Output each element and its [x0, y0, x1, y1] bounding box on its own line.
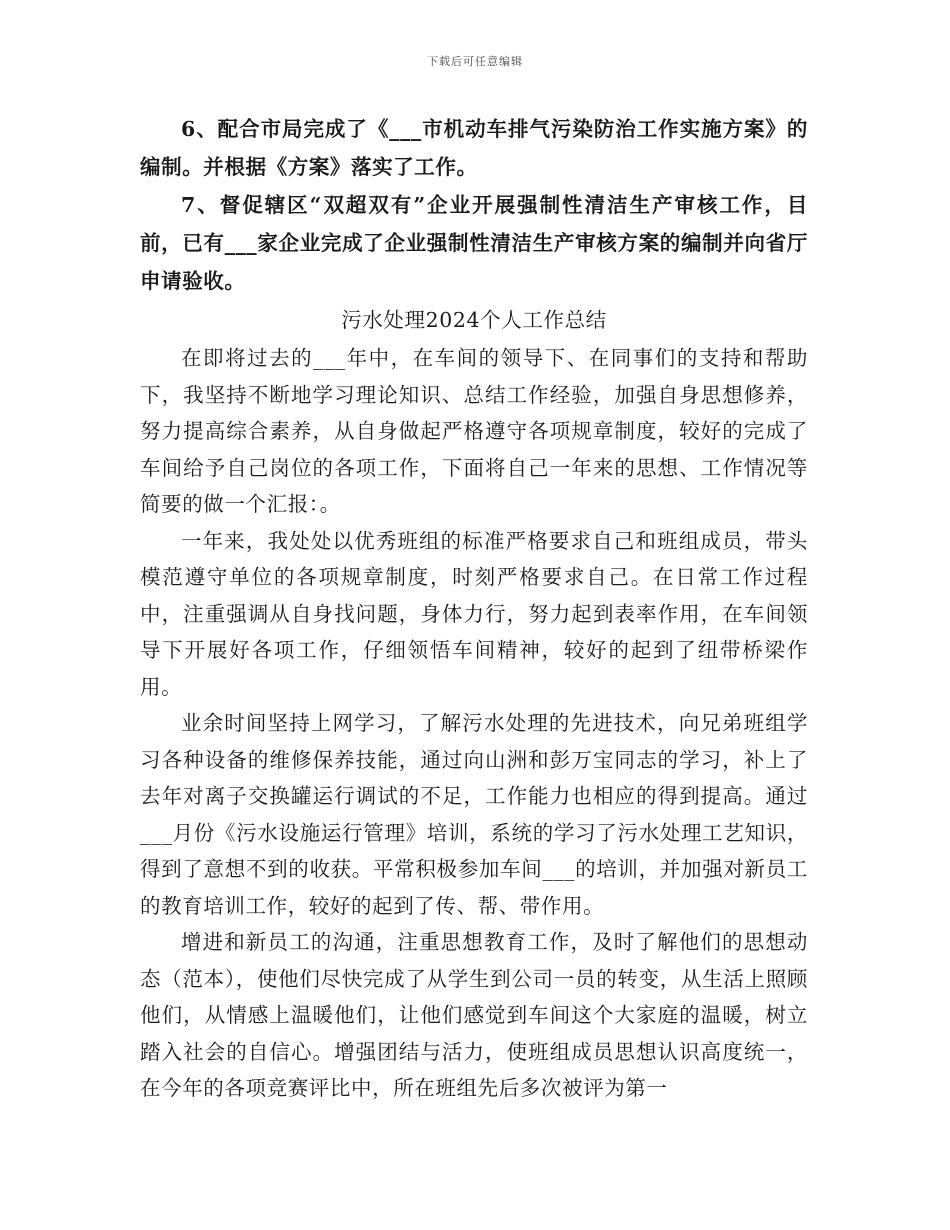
paragraph-learning: 业余时间坚持上网学习，了解污水处理的先进技术，向兄弟班组学习各种设备的维修保养技能，通过向山洲和彭万宝同志的学习，补上了去年对离子交换罐运行调试的不足，工作能力也相应的得到提高。通过___月份《污水设施运行管理》培训，系统的学习了污水处理工艺知识，得到了意想不到的收获。平常积极参加车间___的培训，并加强对新员工的教育培训工作，较好的起到了传、帮、带作用。 — [140, 711, 808, 918]
document-body — [140, 110, 808, 1107]
list-item-7: 7、督促辖区“双超双有”企业开展强制性清洁生产审核工作，目前，已有___家企业完成了企业强制性清洁生产审核方案的编制并向省厅申请验收。 — [140, 193, 808, 293]
header-note: 下载后可任意编辑 — [427, 55, 523, 68]
paragraph-communication: 增进和新员工的沟通，注重思想教育工作，及时了解他们的思想动态（范本），使他们尽快完成了从学生到公司一员的转变，从生活上照顾他们，从情感上温暖他们，让他们感觉到车间这个大家庭的温暖，树立踏入社会的自信心。增强团结与活力，使班组成员思想认识高度统一，在今年的各项竞赛评比中，所在班组先后多次被评为第一 — [140, 930, 808, 1100]
document-title: 污水处理2024个人工作总结 — [341, 308, 607, 332]
list-item-6: 6、配合市局完成了《___市机动车排气污染防治工作实施方案》的编制。并根据《方案》落实了工作。 — [140, 117, 808, 179]
paragraph-intro: 在即将过去的___年中，在车间的领导下、在同事们的支持和帮助下，我坚持不断地学习理论知识、总结工作经验，加强自身思想修养，努力提高综合素养，从自身做起严格遵守各项规章制度，较好的完成了车间给予自己岗位的各项工作，下面将自己一年来的思想、工作情况等简要的做一个汇报：。 — [140, 346, 808, 516]
paragraph-self-discipline: 一年来，我处处以优秀班组的标准严格要求自己和班组成员，带头模范遵守单位的各项规章制度，时刻严格要求自己。在日常工作过程中，注重强调从自身找问题，身体力行，努力起到表率作用，在车间领导下开展好各项工作，仔细领悟车间精神，较好的起到了纽带桥梁作用。 — [140, 528, 808, 699]
